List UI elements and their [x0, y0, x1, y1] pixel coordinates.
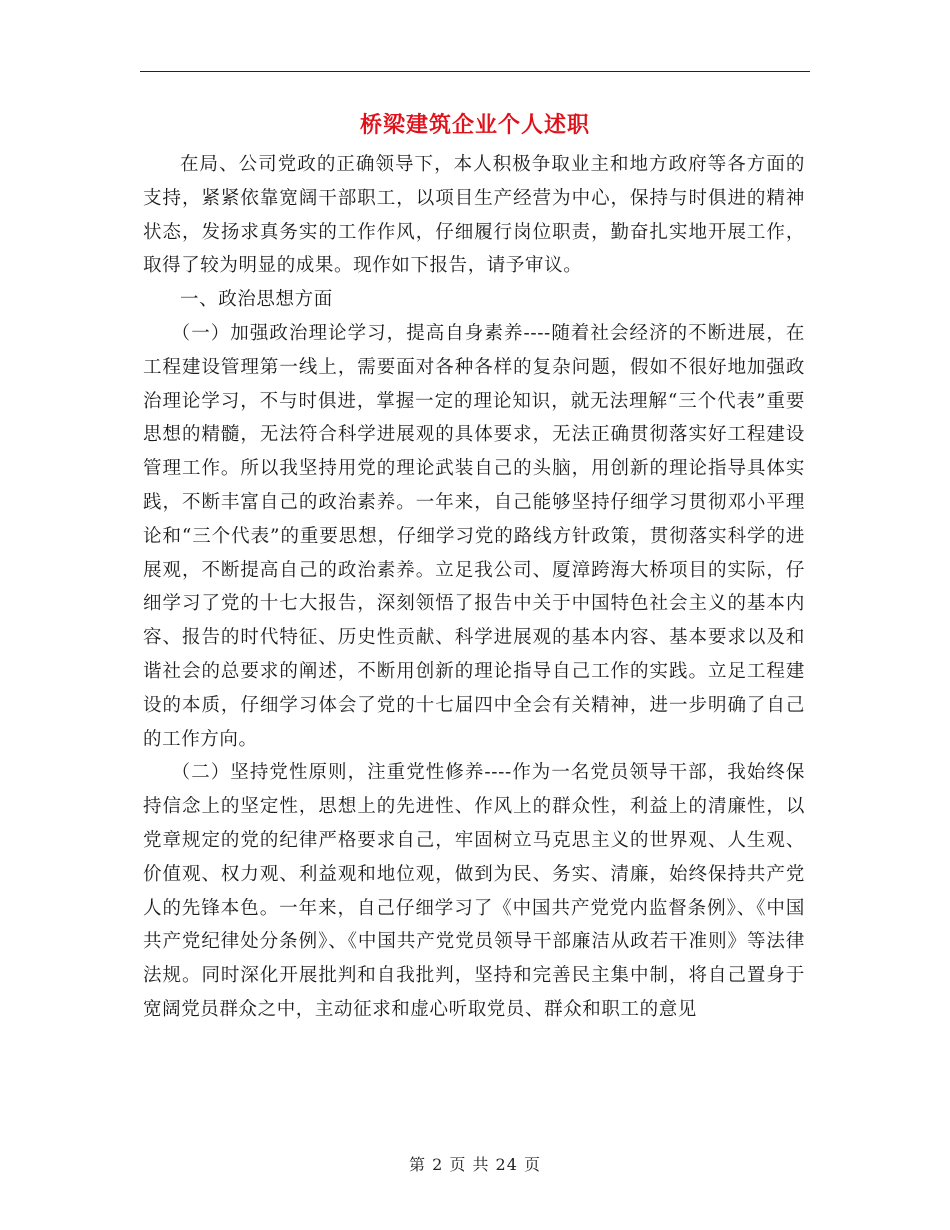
header-rule [140, 71, 810, 72]
intro-paragraph: 在局、公司党政的正确领导下，本人积极争取业主和地方政府等各方面的支持，紧紧依靠宽阔干部职工，以项目生产经营为中心，保持与时俱进的精神状态，发扬求真务实的工作作风，仔细履行岗位职责，勤奋扎实地开展工作，取得了较为明显的成果。现作如下报告，请予审议。 [143, 154, 805, 277]
page-number: 第 2 页 共 24 页 [409, 1155, 541, 1174]
section-paragraph-2: （二）坚持党性原则，注重党性修养----作为一名党员领导干部，我始终保持信念上的坚定性，思想上的先进性、作风上的群众性，利益上的清廉性，以党章规定的党的纪律严格要求自己，牢固树立马克思主义的世界观、人生观、价值观、权力观、利益观和地位观，做到为民、务实、清廉，始终保持共产党人的先锋本色。一年来，自己仔细学习了《中国共产党党内监督条例》、《中国共产党纪律处分条例》、《中国共产党党员领导干部廉洁从政若干准则》等法律法规。同时深化开展批判和自我批判，坚持和完善民主集中制，将自己置身于宽阔党员群众之中，主动征求和虚心听取党员、群众和职工的意见 [143, 762, 805, 1020]
section-heading: 一、政治思想方面 [180, 289, 333, 311]
document-title: 桥梁建筑企业个人述职 [359, 112, 590, 138]
section-paragraph-1: （一）加强政治理论学习，提高自身素养----随着社会经济的不断进展，在工程建设管理第一线上，需要面对各种各样的复杂问题，假如不很好地加强政治理论学习，不与时俱进，掌握一定的理论知识，就无法理解“三个代表”重要思想的精髓，无法符合科学进展观的具体要求，无法正确贯彻落实好工程建设管理工作。所以我坚持用党的理论武装自己的头脑，用创新的理论指导具体实践，不断丰富自己的政治素养。一年来，自己能够坚持仔细学习贯彻邓小平理论和“三个代表”的重要思想，仔细学习党的路线方针政策，贯彻落实科学的进展观，不断提高自己的政治素养。立足我公司、厦漳跨海大桥项目的实际，仔细学习了党的十七大报告，深刻领悟了报告中关于中国特色社会主义的基本内容、报告的时代特征、历史性贡献、科学进展观的基本内容、基本要求以及和谐社会的总要求的阐述，不断用创新的理论指导自己工作的实践。立足工程建设的本质，仔细学习体会了党的十七届四中全会有关精神，进一步明确了自己的工作方向。 [143, 322, 805, 750]
document-body [143, 148, 805, 1027]
